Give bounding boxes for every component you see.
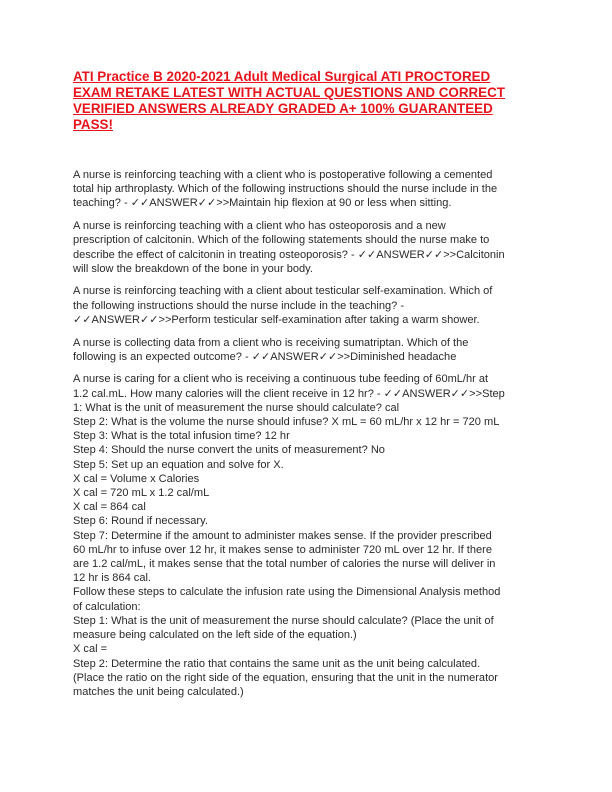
paragraph-line: Step 4: Should the nurse convert the units of measurement? No	[73, 444, 385, 457]
title-line: ATI Practice B 2020-2021 Adult Medical Surgical ATI PROCTORED	[73, 69, 491, 84]
paragraph-line: Step 1: What is the unit of measurement the nurse should calculate? (Place the unit of	[73, 614, 494, 627]
question-paragraph	[73, 219, 553, 276]
paragraph-line: 12 hr is 864 cal.	[73, 572, 151, 585]
paragraph-line: X cal = 864 cal	[73, 501, 146, 514]
document-body	[73, 168, 553, 708]
paragraph-line: Step 3: What is the total infusion time? 12 hr	[73, 430, 290, 443]
paragraph-line: A nurse is reinforcing teaching with a client who has osteoporosis and a new	[73, 220, 446, 233]
paragraph-line: describe the effect of calcitonin in treating osteoporosis? - ✓✓ANSWER✓✓>>Calcitonin	[73, 248, 505, 261]
paragraph-line: Step 7: Determine if the amount to administer makes sense. If the provider prescribed	[73, 529, 492, 542]
document-title	[73, 69, 543, 133]
paragraph-line: teaching? - ✓✓ANSWER✓✓>>Maintain hip flexion at 90 or less when sitting.	[73, 197, 452, 210]
paragraph-line: X cal =	[73, 643, 108, 656]
paragraph-line: 1: What is the unit of measurement the nurse should calculate? cal	[73, 401, 400, 414]
paragraph-line: 1.2 cal.mL. How many calories will the client receive in 12 hr? - ✓✓ANSWER✓✓>>Step	[73, 387, 505, 400]
question-paragraph	[73, 284, 553, 327]
paragraph-line: X cal = Volume x Calories	[73, 472, 200, 485]
title-line: PASS!	[73, 117, 113, 132]
question-paragraph	[73, 372, 553, 699]
paragraph-line: 60 mL/hr to infuse over 12 hr, it makes sense to administer 720 mL over 12 hr. If there	[73, 543, 492, 556]
paragraph-line: measure being calculated on the left side of the equation.)	[73, 629, 357, 642]
paragraph-line: A nurse is reinforcing teaching with a client who is postoperative following a cemented	[73, 169, 493, 181]
question-paragraph	[73, 168, 553, 211]
paragraph-line: following is an expected outcome? - ✓✓ANSWER✓✓>>Diminished headache	[73, 350, 457, 363]
title-line: VERIFIED ANSWERS ALREADY GRADED A+ 100% GUARANTEED	[73, 101, 493, 116]
paragraph-line: matches the unit being calculated.)	[73, 685, 244, 698]
paragraph-line: the following instructions should the nurse include in the teaching? -	[73, 299, 404, 312]
paragraph-line: Follow these steps to calculate the infusion rate using the Dimensional Analysis method	[73, 586, 501, 599]
paragraph-line: A nurse is reinforcing teaching with a client about testicular self-examination. Which of	[73, 285, 493, 298]
paragraph-line: (Place the ratio on the right side of the equation, ensuring that the unit in the numerator	[73, 671, 498, 684]
paragraph-line: ✓✓ANSWER✓✓>>Perform testicular self-examination after taking a warm shower.	[73, 313, 480, 326]
paragraph-line: Step 6: Round if necessary.	[73, 515, 208, 528]
paragraph-line: prescription of calcitonin. Which of the following statements should the nurse make to	[73, 234, 490, 247]
paragraph-line: X cal = 720 mL x 1.2 cal/mL	[73, 487, 210, 500]
paragraph-line: are 1.2 cal/mL, it makes sense that the total number of calories the nurse will deliver in	[73, 558, 496, 571]
paragraph-line: A nurse is collecting data from a client who is receiving sumatriptan. Which of the	[73, 336, 469, 349]
paragraph-line: Step 2: Determine the ratio that contains the same unit as the unit being calculated.	[73, 657, 481, 670]
paragraph-line: total hip arthroplasty. Which of the following instructions should the nurse include in the	[73, 183, 498, 196]
paragraph-line: Step 5: Set up an equation and solve for X.	[73, 458, 284, 471]
paragraph-line: A nurse is caring for a client who is receiving a continuous tube feeding of 60mL/hr at	[73, 373, 489, 386]
question-paragraph	[73, 336, 553, 364]
paragraph-line: of calculation:	[73, 600, 141, 613]
title-line: EXAM RETAKE LATEST WITH ACTUAL QUESTIONS AND CORRECT	[73, 85, 505, 100]
paragraph-line: Step 2: What is the volume the nurse should infuse? X mL = 60 mL/hr x 12 hr = 720 mL	[73, 416, 500, 429]
paragraph-line: will slow the breakdown of the bone in your body.	[73, 262, 313, 275]
